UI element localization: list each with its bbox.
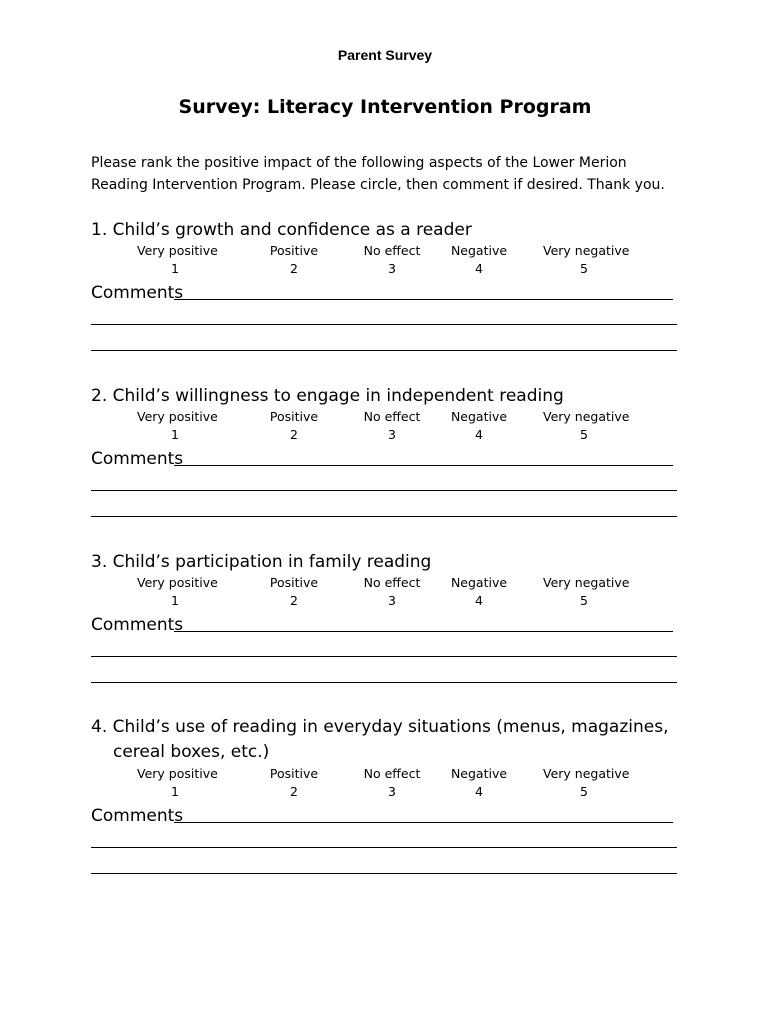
question-text bbox=[91, 384, 564, 409]
rating-option-4[interactable] bbox=[450, 242, 508, 278]
rating-label: No effect bbox=[363, 409, 421, 424]
rating-option-1[interactable] bbox=[137, 765, 218, 801]
rating-label: Negative bbox=[450, 766, 508, 781]
intro-line: Reading Intervention Program. Please circle, then comment if desired. Thank you. bbox=[91, 177, 665, 193]
rating-option-5[interactable] bbox=[543, 574, 630, 610]
comments-label: Comments bbox=[91, 615, 184, 635]
rating-label: Positive bbox=[269, 766, 319, 781]
rating-number: 5 bbox=[580, 261, 588, 276]
rating-option-1[interactable] bbox=[137, 242, 218, 278]
rating-option-3[interactable] bbox=[360, 765, 424, 801]
rating-label: Negative bbox=[450, 575, 508, 590]
rating-option-4[interactable] bbox=[450, 574, 508, 610]
rating-option-2[interactable] bbox=[266, 574, 322, 610]
question-line: 3. Child’s participation in family reading bbox=[91, 552, 432, 572]
rating-number: 2 bbox=[290, 427, 298, 442]
rating-label: Very positive bbox=[137, 766, 218, 781]
rating-label: Very positive bbox=[137, 409, 218, 424]
rating-option-3[interactable] bbox=[360, 574, 424, 610]
rating-number: 2 bbox=[290, 593, 298, 608]
rating-label: Negative bbox=[450, 409, 508, 424]
survey-title: Survey: Literacy Intervention Program bbox=[178, 96, 592, 118]
comments-label: Comments bbox=[91, 283, 184, 303]
question-text bbox=[91, 715, 669, 765]
comments-field-1[interactable] bbox=[91, 279, 673, 303]
rating-label: Very positive bbox=[137, 243, 218, 258]
rating-option-3[interactable] bbox=[360, 242, 424, 278]
rating-number: 1 bbox=[171, 784, 179, 799]
rating-number: 4 bbox=[475, 784, 483, 799]
rating-label: Very positive bbox=[137, 575, 218, 590]
rating-number: 4 bbox=[475, 427, 483, 442]
rating-number: 4 bbox=[475, 261, 483, 276]
rating-number: 3 bbox=[388, 593, 396, 608]
rating-scale bbox=[0, 765, 770, 801]
comments-line bbox=[174, 631, 673, 632]
rating-option-4[interactable] bbox=[450, 408, 508, 444]
rating-label: Very negative bbox=[543, 409, 630, 424]
rating-option-5[interactable] bbox=[543, 408, 630, 444]
question-line: 1. Child’s growth and confidence as a reader bbox=[91, 220, 472, 240]
comment-line[interactable] bbox=[91, 324, 677, 325]
question-line: 2. Child’s willingness to engage in independent reading bbox=[91, 386, 564, 406]
comment-line[interactable] bbox=[91, 847, 677, 848]
rating-label: Positive bbox=[269, 409, 319, 424]
rating-option-4[interactable] bbox=[450, 765, 508, 801]
rating-label: Negative bbox=[450, 243, 508, 258]
comment-line[interactable] bbox=[91, 656, 677, 657]
comments-line bbox=[174, 822, 673, 823]
rating-label: Very negative bbox=[543, 575, 630, 590]
question-line: 4. Child’s use of reading in everyday situations (menus, magazines, bbox=[91, 717, 669, 737]
comment-line[interactable] bbox=[91, 350, 677, 351]
comment-line[interactable] bbox=[91, 490, 677, 491]
comments-field-2[interactable] bbox=[91, 445, 673, 469]
rating-number: 4 bbox=[475, 593, 483, 608]
question-line: cereal boxes, etc.) bbox=[113, 742, 270, 762]
rating-option-1[interactable] bbox=[137, 408, 218, 444]
comments-label: Comments bbox=[91, 806, 184, 826]
rating-number: 2 bbox=[290, 261, 298, 276]
page-header: Parent Survey bbox=[337, 47, 433, 63]
rating-number: 1 bbox=[171, 261, 179, 276]
rating-label: No effect bbox=[363, 766, 421, 781]
intro-paragraph bbox=[91, 152, 691, 196]
comments-line bbox=[174, 299, 673, 300]
rating-number: 3 bbox=[388, 784, 396, 799]
rating-number: 5 bbox=[580, 784, 588, 799]
question-text bbox=[91, 550, 431, 575]
rating-number: 5 bbox=[580, 427, 588, 442]
rating-number: 3 bbox=[388, 261, 396, 276]
rating-option-3[interactable] bbox=[360, 408, 424, 444]
rating-label: Positive bbox=[269, 243, 319, 258]
rating-label: Very negative bbox=[543, 243, 630, 258]
rating-option-2[interactable] bbox=[266, 765, 322, 801]
rating-scale bbox=[0, 408, 770, 444]
rating-number: 1 bbox=[171, 593, 179, 608]
rating-option-5[interactable] bbox=[543, 765, 630, 801]
rating-scale bbox=[0, 574, 770, 610]
comments-line bbox=[174, 465, 673, 466]
intro-line: Please rank the positive impact of the following aspects of the Lower Merion bbox=[91, 155, 627, 171]
rating-label: Positive bbox=[269, 575, 319, 590]
rating-option-1[interactable] bbox=[137, 574, 218, 610]
comment-line[interactable] bbox=[91, 516, 677, 517]
rating-option-2[interactable] bbox=[266, 408, 322, 444]
comments-field-3[interactable] bbox=[91, 611, 673, 635]
rating-label: No effect bbox=[363, 575, 421, 590]
rating-number: 5 bbox=[580, 593, 588, 608]
rating-label: Very negative bbox=[543, 766, 630, 781]
rating-number: 2 bbox=[290, 784, 298, 799]
comments-label: Comments bbox=[91, 449, 184, 469]
question-text bbox=[91, 218, 472, 243]
comment-line[interactable] bbox=[91, 682, 677, 683]
rating-number: 1 bbox=[171, 427, 179, 442]
comment-line[interactable] bbox=[91, 873, 677, 874]
rating-label: No effect bbox=[363, 243, 421, 258]
comments-field-4[interactable] bbox=[91, 802, 673, 826]
rating-scale bbox=[0, 242, 770, 278]
rating-number: 3 bbox=[388, 427, 396, 442]
rating-option-2[interactable] bbox=[266, 242, 322, 278]
rating-option-5[interactable] bbox=[543, 242, 630, 278]
